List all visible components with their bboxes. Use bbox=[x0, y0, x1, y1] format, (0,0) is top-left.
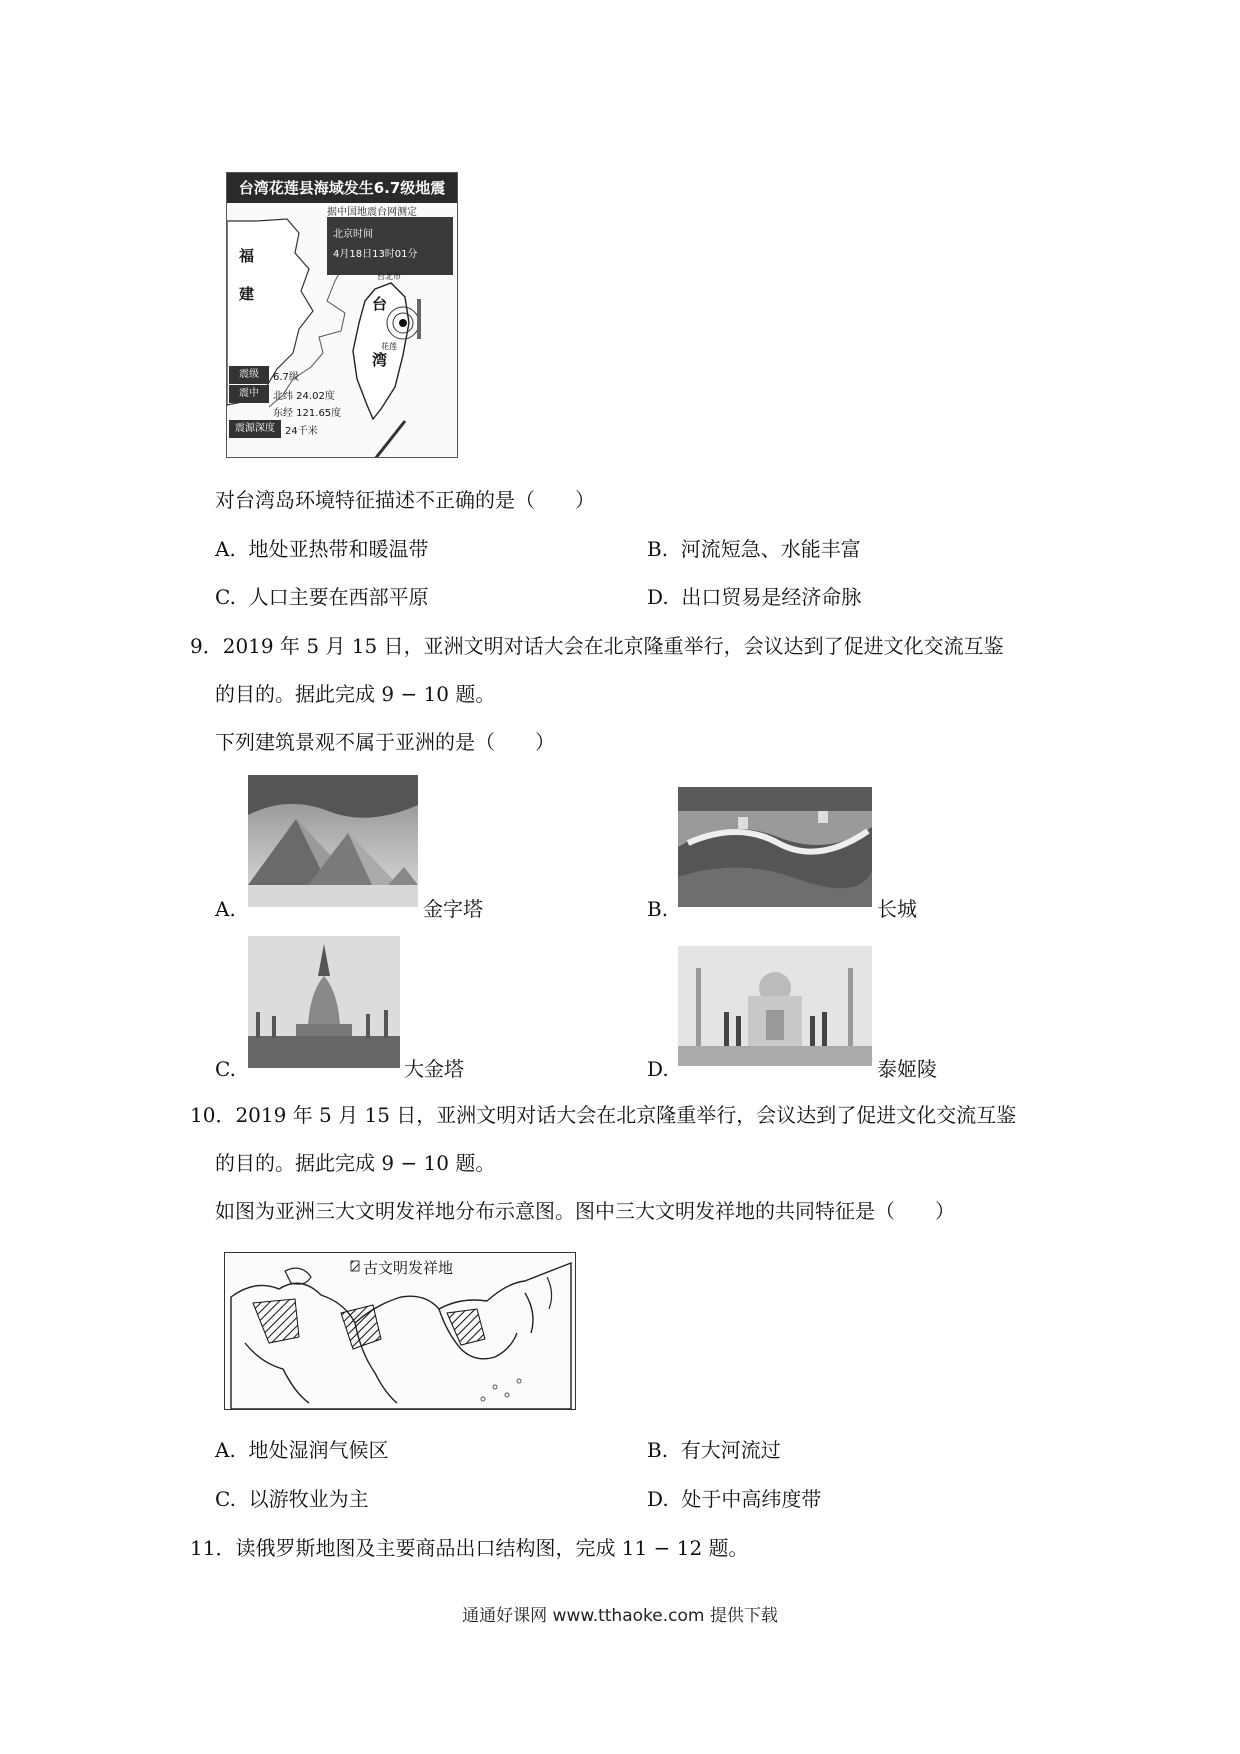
option-letter: A. bbox=[215, 537, 236, 561]
q9-option-a-letter: A. bbox=[215, 897, 236, 921]
q8-option-c bbox=[215, 584, 429, 610]
q9-option-b-text: 长城 bbox=[877, 897, 917, 921]
q8-option-a bbox=[215, 536, 429, 562]
map-info-row bbox=[229, 403, 359, 419]
q9-option-d-text: 泰姬陵 bbox=[877, 1057, 937, 1081]
map-time-label: 北京时间 bbox=[333, 229, 373, 240]
option-text: 有大河流过 bbox=[680, 1438, 781, 1462]
q9-line-1: 9．2019 年 5 月 15 日，亚洲文明对话大会在北京隆重举行，会议达到了促进文化交流互鉴 bbox=[190, 634, 1004, 658]
q9-stem: 下列建筑景观不属于亚洲的是（ ） bbox=[215, 730, 555, 754]
page-footer: 通通好课网 www.tthaoke.com 提供下载 bbox=[462, 1606, 778, 1626]
q10-option-b bbox=[647, 1437, 781, 1463]
map-source: 据中国地震台网测定 bbox=[327, 207, 417, 218]
q9-option-d-letter: D. bbox=[647, 1057, 669, 1081]
option-letter: C. bbox=[215, 1487, 236, 1511]
pyramids-photo bbox=[248, 775, 418, 907]
map-info-row bbox=[229, 419, 359, 439]
great-wall-photo bbox=[678, 787, 872, 907]
q10-stem: 如图为亚洲三大文明发祥地分布示意图。图中三大文明发祥地的共同特征是（ ） bbox=[215, 1199, 955, 1223]
option-text: 出口贸易是经济命脉 bbox=[681, 585, 862, 609]
map-info-key: 震级 bbox=[229, 366, 269, 384]
taj-mahal-photo bbox=[678, 946, 872, 1066]
option-text: 地处湿润气候区 bbox=[248, 1438, 389, 1462]
map-info-key: 震中 bbox=[229, 385, 269, 403]
option-letter: B. bbox=[647, 1438, 669, 1462]
option-letter: A. bbox=[215, 1438, 236, 1462]
map-time-value: 4月18日13时01分 bbox=[333, 249, 418, 260]
map-info-row bbox=[229, 365, 359, 385]
map-info-row bbox=[229, 385, 359, 403]
q10-line-1: 10．2019 年 5 月 15 日，亚洲文明对话大会在北京隆重举行，会议达到了促进文化交流互鉴 bbox=[190, 1103, 1017, 1127]
q9-option-a-text: 金字塔 bbox=[423, 897, 483, 921]
option-text: 人口主要在西部平原 bbox=[248, 585, 429, 609]
option-text: 地处亚热带和暖温带 bbox=[248, 537, 429, 561]
q8-option-d bbox=[647, 584, 861, 610]
map-info-value: 北纬 24.02度 bbox=[273, 390, 335, 402]
q11-line-1: 11．读俄罗斯地图及主要商品出口结构图，完成 11 − 12 题。 bbox=[190, 1536, 749, 1560]
asia-civilizations-map bbox=[224, 1252, 576, 1410]
option-text: 以游牧业为主 bbox=[248, 1487, 369, 1511]
map-info-value: 6.7级 bbox=[273, 371, 299, 383]
option-letter: C. bbox=[215, 585, 236, 609]
taiwan-earthquake-map bbox=[226, 172, 458, 458]
civilization-legend-label: 古文明发祥地 bbox=[363, 1259, 454, 1277]
map-label-hualien: 花莲 bbox=[381, 342, 397, 351]
map-info-table bbox=[229, 365, 359, 439]
q9-option-b-letter: B. bbox=[647, 897, 669, 921]
map-label-taiwan-1: 台 bbox=[372, 295, 388, 313]
q9-option-c-text: 大金塔 bbox=[404, 1057, 464, 1081]
option-text: 河流短急、水能丰富 bbox=[680, 537, 861, 561]
q10-option-d bbox=[647, 1486, 821, 1512]
map-info-value: 东经 121.65度 bbox=[273, 407, 342, 419]
map-info-value: 24千米 bbox=[285, 425, 318, 437]
map-label-fujian-2: 建 bbox=[239, 285, 255, 303]
option-text: 处于中高纬度带 bbox=[681, 1487, 822, 1511]
map-label-taipei: 台北市 bbox=[377, 272, 401, 281]
map-info-key: 震源深度 bbox=[229, 420, 281, 438]
golden-pagoda-photo bbox=[248, 936, 400, 1068]
map-label-taiwan-2: 湾 bbox=[372, 351, 388, 369]
option-letter: D. bbox=[647, 585, 669, 609]
q9-line-2: 的目的。据此完成 9 − 10 题。 bbox=[215, 682, 496, 706]
q10-option-c bbox=[215, 1486, 369, 1512]
q8-stem: 对台湾岛环境特征描述不正确的是（ ） bbox=[215, 488, 595, 512]
map-label-fujian-1: 福 bbox=[239, 247, 255, 265]
map-title: 台湾花莲县海域发生6.7级地震 bbox=[227, 173, 457, 203]
q9-option-c-letter: C. bbox=[215, 1057, 236, 1081]
q8-option-b bbox=[647, 536, 861, 562]
q10-line-2: 的目的。据此完成 9 − 10 题。 bbox=[215, 1151, 496, 1175]
option-letter: D. bbox=[647, 1487, 669, 1511]
option-letter: B. bbox=[647, 537, 669, 561]
q10-option-a bbox=[215, 1437, 389, 1463]
